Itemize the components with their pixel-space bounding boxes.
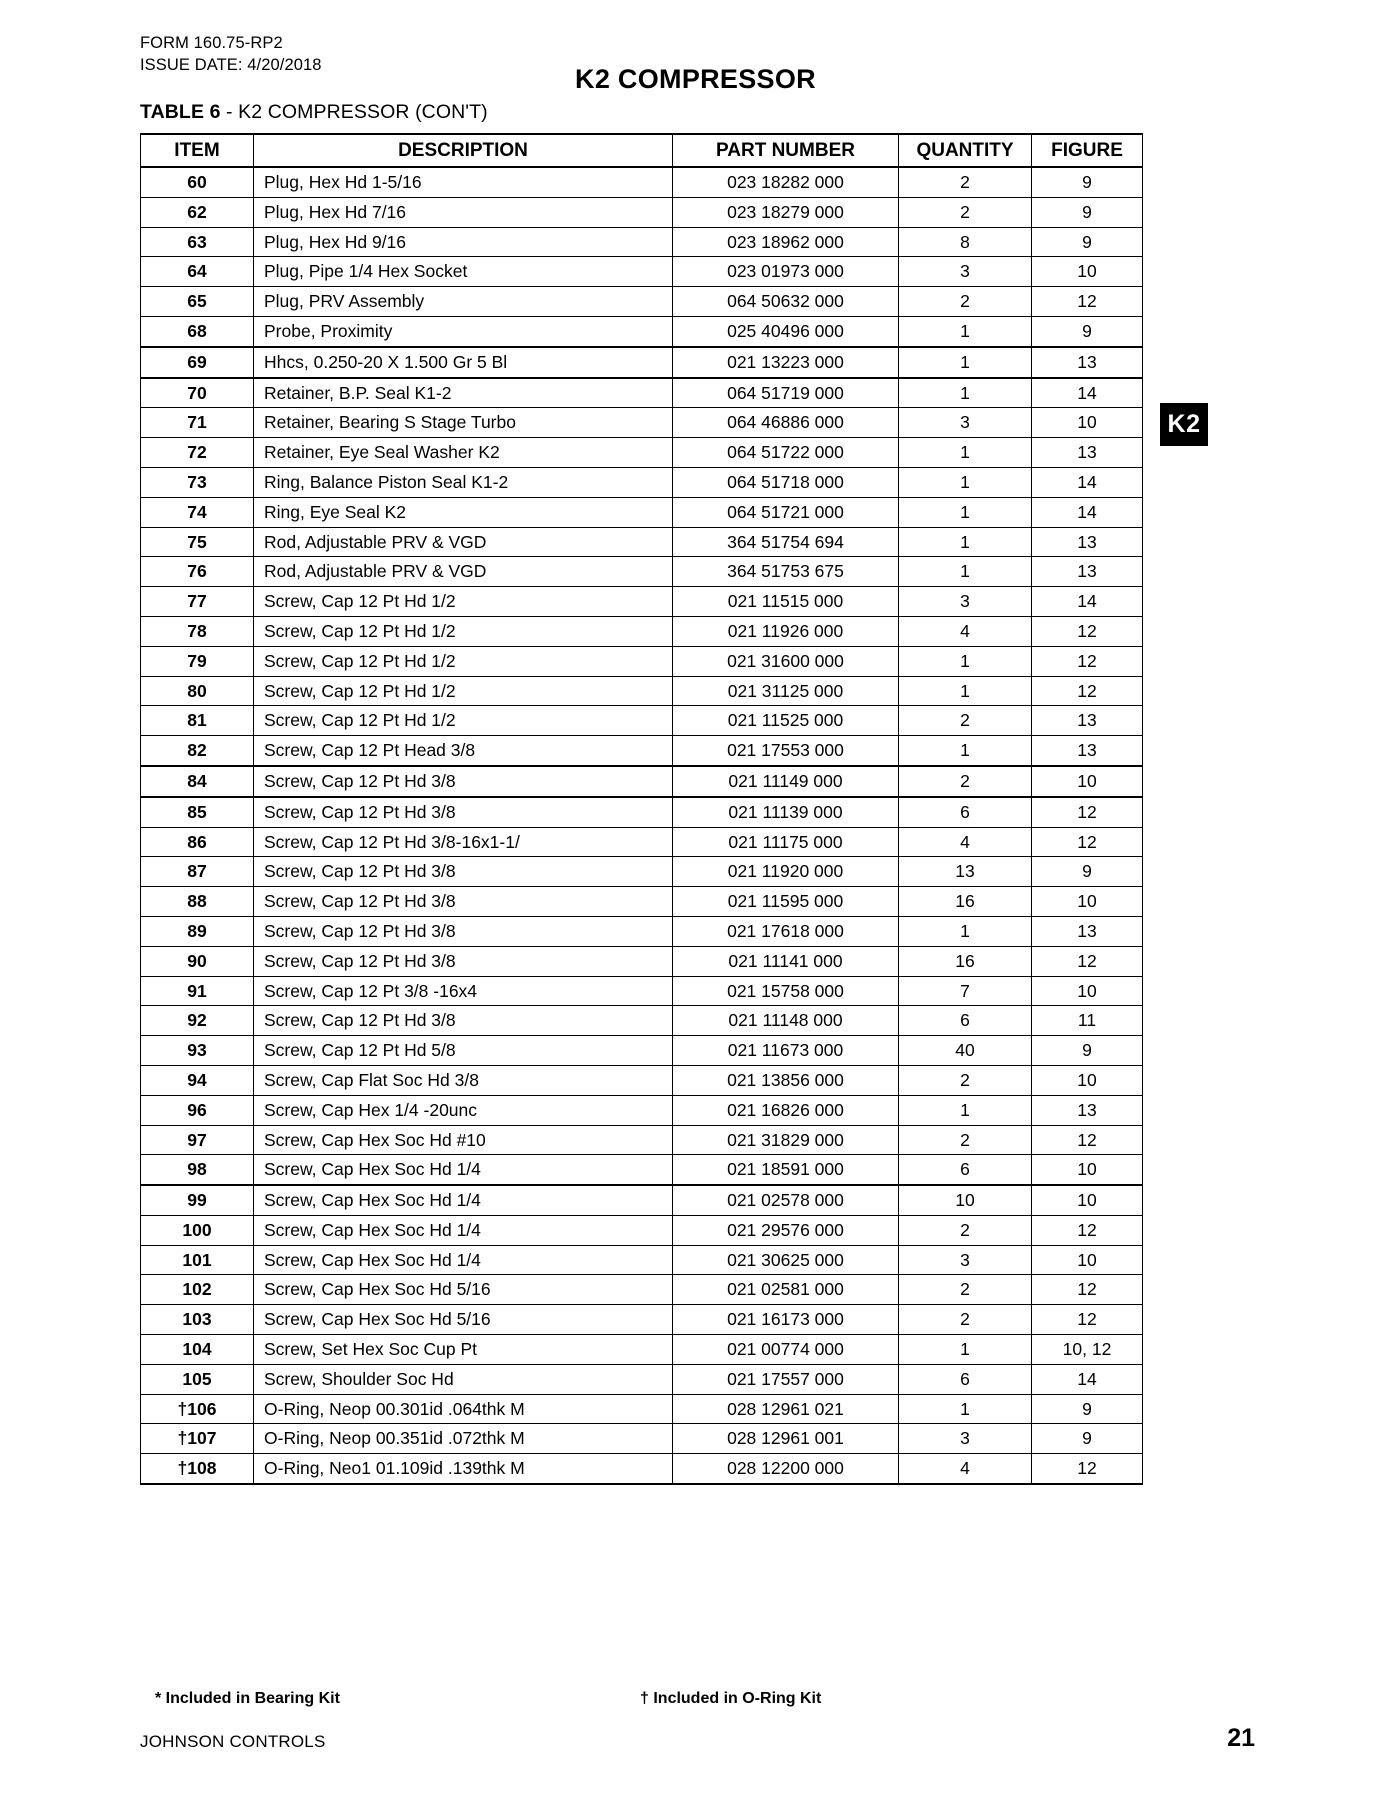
column-header-quantity: QUANTITY xyxy=(899,134,1032,167)
table-row xyxy=(141,1424,1143,1454)
cell-part-number: 021 30625 000 xyxy=(673,1245,899,1275)
cell-description: Screw, Shoulder Soc Hd xyxy=(254,1364,673,1394)
cell-part-number: 021 13856 000 xyxy=(673,1065,899,1095)
cell-description: Plug, Hex Hd 9/16 xyxy=(254,227,673,257)
cell-description: Screw, Cap 12 Pt Head 3/8 xyxy=(254,736,673,766)
cell-figure: 9 xyxy=(1032,1424,1143,1454)
table-row xyxy=(141,797,1143,827)
cell-figure: 12 xyxy=(1032,1275,1143,1305)
table-row xyxy=(141,467,1143,497)
table-row xyxy=(141,227,1143,257)
table-row xyxy=(141,438,1143,468)
cell-part-number: 021 17618 000 xyxy=(673,916,899,946)
column-header-description: DESCRIPTION xyxy=(254,134,673,167)
cell-figure: 9 xyxy=(1032,167,1143,197)
table-row xyxy=(141,857,1143,887)
cell-part-number: 021 00774 000 xyxy=(673,1335,899,1365)
cell-part-number: 064 51718 000 xyxy=(673,467,899,497)
cell-quantity: 16 xyxy=(899,946,1032,976)
cell-item: †106 xyxy=(141,1394,254,1424)
cell-item: 68 xyxy=(141,316,254,346)
cell-item: 72 xyxy=(141,438,254,468)
table-row xyxy=(141,1095,1143,1125)
table-row xyxy=(141,1215,1143,1245)
cell-item: 79 xyxy=(141,646,254,676)
cell-figure: 9 xyxy=(1032,197,1143,227)
cell-item: 89 xyxy=(141,916,254,946)
cell-part-number: 021 11515 000 xyxy=(673,587,899,617)
table-row xyxy=(141,1006,1143,1036)
cell-item: 77 xyxy=(141,587,254,617)
cell-item: 99 xyxy=(141,1185,254,1215)
table-caption-text: - K2 COMPRESSOR (CON'T) xyxy=(220,101,488,123)
cell-description: Screw, Cap 12 Pt Hd 3/8 xyxy=(254,797,673,827)
cell-figure: 12 xyxy=(1032,646,1143,676)
cell-figure: 10 xyxy=(1032,887,1143,917)
cell-quantity: 13 xyxy=(899,857,1032,887)
table-row xyxy=(141,408,1143,438)
cell-figure: 9 xyxy=(1032,857,1143,887)
cell-quantity: 10 xyxy=(899,1185,1032,1215)
table-row xyxy=(141,257,1143,287)
cell-quantity: 1 xyxy=(899,467,1032,497)
cell-description: Rod, Adjustable PRV & VGD xyxy=(254,527,673,557)
table-row xyxy=(141,1454,1143,1484)
table-row xyxy=(141,1364,1143,1394)
cell-figure: 12 xyxy=(1032,1125,1143,1155)
cell-description: Retainer, Eye Seal Washer K2 xyxy=(254,438,673,468)
cell-figure: 10 xyxy=(1032,766,1143,797)
cell-item: 80 xyxy=(141,676,254,706)
table-row xyxy=(141,736,1143,766)
cell-quantity: 16 xyxy=(899,887,1032,917)
cell-description: O-Ring, Neo1 01.109id .139thk M xyxy=(254,1454,673,1484)
cell-figure: 9 xyxy=(1032,1036,1143,1066)
cell-description: O-Ring, Neop 00.301id .064thk M xyxy=(254,1394,673,1424)
table-row xyxy=(141,316,1143,346)
table-row xyxy=(141,916,1143,946)
cell-part-number: 028 12200 000 xyxy=(673,1454,899,1484)
table-row xyxy=(141,1036,1143,1066)
cell-part-number: 023 18282 000 xyxy=(673,167,899,197)
cell-quantity: 1 xyxy=(899,1394,1032,1424)
cell-part-number: 064 51721 000 xyxy=(673,497,899,527)
table-row xyxy=(141,616,1143,646)
cell-description: Screw, Cap 12 Pt Hd 3/8 xyxy=(254,887,673,917)
cell-figure: 12 xyxy=(1032,797,1143,827)
cell-description: Ring, Eye Seal K2 xyxy=(254,497,673,527)
cell-figure: 9 xyxy=(1032,227,1143,257)
cell-figure: 13 xyxy=(1032,736,1143,766)
cell-quantity: 3 xyxy=(899,1245,1032,1275)
cell-description: Screw, Set Hex Soc Cup Pt xyxy=(254,1335,673,1365)
table-row xyxy=(141,946,1143,976)
cell-description: Rod, Adjustable PRV & VGD xyxy=(254,557,673,587)
cell-quantity: 2 xyxy=(899,1215,1032,1245)
cell-description: Screw, Cap 12 Pt 3/8 -16x4 xyxy=(254,976,673,1006)
cell-figure: 12 xyxy=(1032,287,1143,317)
cell-part-number: 021 18591 000 xyxy=(673,1155,899,1185)
table-row xyxy=(141,1185,1143,1215)
table-row xyxy=(141,287,1143,317)
cell-item: 92 xyxy=(141,1006,254,1036)
cell-figure: 11 xyxy=(1032,1006,1143,1036)
cell-part-number: 021 02578 000 xyxy=(673,1185,899,1215)
cell-description: Screw, Cap Hex Soc Hd 5/16 xyxy=(254,1275,673,1305)
table-caption xyxy=(140,101,488,124)
cell-figure: 14 xyxy=(1032,587,1143,617)
document-title: K2 COMPRESSOR xyxy=(575,64,816,94)
cell-description: Screw, Cap Hex Soc Hd 5/16 xyxy=(254,1305,673,1335)
table-row xyxy=(141,676,1143,706)
cell-quantity: 2 xyxy=(899,1125,1032,1155)
table-header-row xyxy=(141,134,1143,167)
cell-part-number: 021 11920 000 xyxy=(673,857,899,887)
cell-figure: 9 xyxy=(1032,1394,1143,1424)
cell-item: 70 xyxy=(141,378,254,408)
cell-description: Hhcs, 0.250-20 X 1.500 Gr 5 Bl xyxy=(254,347,673,378)
cell-quantity: 1 xyxy=(899,497,1032,527)
cell-quantity: 3 xyxy=(899,408,1032,438)
cell-part-number: 021 31829 000 xyxy=(673,1125,899,1155)
cell-item: †108 xyxy=(141,1454,254,1484)
cell-description: Screw, Cap 12 Pt Hd 3/8 xyxy=(254,766,673,797)
cell-item: 86 xyxy=(141,827,254,857)
cell-description: Screw, Cap Hex Soc Hd #10 xyxy=(254,1125,673,1155)
cell-description: Plug, Pipe 1/4 Hex Socket xyxy=(254,257,673,287)
cell-description: Screw, Cap 12 Pt Hd 1/2 xyxy=(254,646,673,676)
footer-company: JOHNSON CONTROLS xyxy=(140,1732,326,1751)
cell-part-number: 021 29576 000 xyxy=(673,1215,899,1245)
cell-quantity: 3 xyxy=(899,257,1032,287)
cell-quantity: 4 xyxy=(899,827,1032,857)
cell-figure: 10 xyxy=(1032,1065,1143,1095)
cell-quantity: 3 xyxy=(899,587,1032,617)
cell-item: 98 xyxy=(141,1155,254,1185)
cell-item: 65 xyxy=(141,287,254,317)
cell-figure: 14 xyxy=(1032,497,1143,527)
cell-item: 91 xyxy=(141,976,254,1006)
cell-quantity: 2 xyxy=(899,706,1032,736)
cell-quantity: 1 xyxy=(899,736,1032,766)
cell-part-number: 021 16173 000 xyxy=(673,1305,899,1335)
cell-quantity: 2 xyxy=(899,1065,1032,1095)
cell-figure: 12 xyxy=(1032,1215,1143,1245)
cell-quantity: 1 xyxy=(899,527,1032,557)
cell-item: 88 xyxy=(141,887,254,917)
issue-date: ISSUE DATE: 4/20/2018 xyxy=(140,56,322,74)
table-row xyxy=(141,976,1143,1006)
cell-figure: 9 xyxy=(1032,316,1143,346)
cell-figure: 14 xyxy=(1032,378,1143,408)
cell-part-number: 023 01973 000 xyxy=(673,257,899,287)
table-row xyxy=(141,1305,1143,1335)
cell-item: 64 xyxy=(141,257,254,287)
cell-figure: 13 xyxy=(1032,706,1143,736)
cell-quantity: 2 xyxy=(899,167,1032,197)
parts-table-container xyxy=(140,133,1142,1485)
cell-description: Plug, Hex Hd 7/16 xyxy=(254,197,673,227)
cell-part-number: 021 11149 000 xyxy=(673,766,899,797)
cell-part-number: 021 11525 000 xyxy=(673,706,899,736)
cell-description: Screw, Cap 12 Pt Hd 1/2 xyxy=(254,706,673,736)
cell-figure: 10 xyxy=(1032,1245,1143,1275)
cell-figure: 13 xyxy=(1032,347,1143,378)
cell-part-number: 021 02581 000 xyxy=(673,1275,899,1305)
table-row xyxy=(141,646,1143,676)
cell-description: Plug, PRV Assembly xyxy=(254,287,673,317)
table-row xyxy=(141,1065,1143,1095)
cell-item: 96 xyxy=(141,1095,254,1125)
cell-figure: 12 xyxy=(1032,1305,1143,1335)
cell-figure: 13 xyxy=(1032,1095,1143,1125)
cell-description: Retainer, Bearing S Stage Turbo xyxy=(254,408,673,438)
cell-description: Screw, Cap 12 Pt Hd 3/8 xyxy=(254,916,673,946)
cell-part-number: 364 51754 694 xyxy=(673,527,899,557)
table-row xyxy=(141,1245,1143,1275)
cell-item: 101 xyxy=(141,1245,254,1275)
cell-figure: 13 xyxy=(1032,557,1143,587)
cell-figure: 12 xyxy=(1032,946,1143,976)
table-row xyxy=(141,167,1143,197)
cell-quantity: 2 xyxy=(899,766,1032,797)
cell-description: Screw, Cap Hex Soc Hd 1/4 xyxy=(254,1185,673,1215)
cell-item: 90 xyxy=(141,946,254,976)
cell-quantity: 2 xyxy=(899,287,1032,317)
cell-figure: 12 xyxy=(1032,827,1143,857)
parts-table xyxy=(140,133,1143,1485)
cell-quantity: 1 xyxy=(899,557,1032,587)
cell-quantity: 1 xyxy=(899,646,1032,676)
cell-item: 62 xyxy=(141,197,254,227)
cell-description: Screw, Cap 12 Pt Hd 1/2 xyxy=(254,587,673,617)
cell-figure: 13 xyxy=(1032,527,1143,557)
cell-description: O-Ring, Neop 00.351id .072thk M xyxy=(254,1424,673,1454)
cell-figure: 10 xyxy=(1032,1185,1143,1215)
cell-part-number: 021 11139 000 xyxy=(673,797,899,827)
cell-item: 69 xyxy=(141,347,254,378)
table-row xyxy=(141,766,1143,797)
column-header-figure: FIGURE xyxy=(1032,134,1143,167)
cell-description: Screw, Cap Hex Soc Hd 1/4 xyxy=(254,1215,673,1245)
cell-figure: 12 xyxy=(1032,1454,1143,1484)
section-tab-label: K2 xyxy=(1167,410,1201,438)
cell-figure: 13 xyxy=(1032,916,1143,946)
cell-quantity: 40 xyxy=(899,1036,1032,1066)
cell-item: 60 xyxy=(141,167,254,197)
cell-figure: 14 xyxy=(1032,1364,1143,1394)
cell-description: Plug, Hex Hd 1-5/16 xyxy=(254,167,673,197)
cell-quantity: 7 xyxy=(899,976,1032,1006)
cell-description: Retainer, B.P. Seal K1-2 xyxy=(254,378,673,408)
cell-description: Screw, Cap 12 Pt Hd 5/8 xyxy=(254,1036,673,1066)
cell-item: 102 xyxy=(141,1275,254,1305)
cell-item: 81 xyxy=(141,706,254,736)
parts-table-body xyxy=(141,167,1143,1484)
cell-quantity: 8 xyxy=(899,227,1032,257)
cell-item: 71 xyxy=(141,408,254,438)
cell-item: 93 xyxy=(141,1036,254,1066)
cell-part-number: 021 16826 000 xyxy=(673,1095,899,1125)
cell-quantity: 1 xyxy=(899,347,1032,378)
cell-part-number: 021 11595 000 xyxy=(673,887,899,917)
cell-quantity: 2 xyxy=(899,1275,1032,1305)
cell-part-number: 021 31600 000 xyxy=(673,646,899,676)
cell-part-number: 021 31125 000 xyxy=(673,676,899,706)
cell-description: Probe, Proximity xyxy=(254,316,673,346)
cell-description: Screw, Cap 12 Pt Hd 3/8 xyxy=(254,857,673,887)
cell-figure: 10, 12 xyxy=(1032,1335,1143,1365)
cell-description: Screw, Cap 12 Pt Hd 1/2 xyxy=(254,676,673,706)
footer-page-number: 21 xyxy=(1227,1724,1255,1752)
table-row xyxy=(141,587,1143,617)
table-row xyxy=(141,706,1143,736)
section-tab-k2 xyxy=(1160,403,1208,446)
table-row xyxy=(141,378,1143,408)
table-row xyxy=(141,1125,1143,1155)
cell-description: Ring, Balance Piston Seal K1-2 xyxy=(254,467,673,497)
cell-item: 82 xyxy=(141,736,254,766)
cell-part-number: 064 51722 000 xyxy=(673,438,899,468)
table-row xyxy=(141,1275,1143,1305)
cell-item: 78 xyxy=(141,616,254,646)
column-header-part-number: PART NUMBER xyxy=(673,134,899,167)
cell-quantity: 4 xyxy=(899,616,1032,646)
cell-figure: 10 xyxy=(1032,257,1143,287)
cell-part-number: 028 12961 001 xyxy=(673,1424,899,1454)
table-row xyxy=(141,527,1143,557)
cell-item: 87 xyxy=(141,857,254,887)
cell-part-number: 064 50632 000 xyxy=(673,287,899,317)
cell-figure: 12 xyxy=(1032,676,1143,706)
cell-figure: 13 xyxy=(1032,438,1143,468)
cell-item: 104 xyxy=(141,1335,254,1365)
table-row xyxy=(141,1394,1143,1424)
cell-item: 76 xyxy=(141,557,254,587)
cell-quantity: 1 xyxy=(899,378,1032,408)
cell-figure: 10 xyxy=(1032,408,1143,438)
cell-item: †107 xyxy=(141,1424,254,1454)
cell-description: Screw, Cap 12 Pt Hd 3/8 xyxy=(254,1006,673,1036)
table-row xyxy=(141,347,1143,378)
cell-description: Screw, Cap Flat Soc Hd 3/8 xyxy=(254,1065,673,1095)
cell-quantity: 1 xyxy=(899,676,1032,706)
cell-part-number: 021 11926 000 xyxy=(673,616,899,646)
cell-part-number: 023 18962 000 xyxy=(673,227,899,257)
table-row xyxy=(141,1335,1143,1365)
cell-quantity: 1 xyxy=(899,316,1032,346)
cell-description: Screw, Cap 12 Pt Hd 1/2 xyxy=(254,616,673,646)
cell-item: 75 xyxy=(141,527,254,557)
cell-quantity: 3 xyxy=(899,1424,1032,1454)
cell-item: 63 xyxy=(141,227,254,257)
table-row xyxy=(141,887,1143,917)
cell-part-number: 064 46886 000 xyxy=(673,408,899,438)
form-number: FORM 160.75-RP2 xyxy=(140,34,283,52)
cell-part-number: 021 17553 000 xyxy=(673,736,899,766)
cell-part-number: 021 13223 000 xyxy=(673,347,899,378)
cell-quantity: 1 xyxy=(899,1095,1032,1125)
cell-quantity: 1 xyxy=(899,438,1032,468)
cell-description: Screw, Cap 12 Pt Hd 3/8 xyxy=(254,946,673,976)
cell-quantity: 6 xyxy=(899,1364,1032,1394)
cell-figure: 14 xyxy=(1032,467,1143,497)
cell-description: Screw, Cap Hex Soc Hd 1/4 xyxy=(254,1245,673,1275)
cell-description: Screw, Cap 12 Pt Hd 3/8-16x1-1/ xyxy=(254,827,673,857)
cell-part-number: 021 17557 000 xyxy=(673,1364,899,1394)
cell-quantity: 1 xyxy=(899,916,1032,946)
table-row xyxy=(141,827,1143,857)
cell-item: 103 xyxy=(141,1305,254,1335)
cell-quantity: 6 xyxy=(899,1006,1032,1036)
cell-item: 84 xyxy=(141,766,254,797)
cell-item: 105 xyxy=(141,1364,254,1394)
cell-part-number: 364 51753 675 xyxy=(673,557,899,587)
cell-item: 100 xyxy=(141,1215,254,1245)
cell-figure: 12 xyxy=(1032,616,1143,646)
cell-figure: 10 xyxy=(1032,976,1143,1006)
cell-item: 73 xyxy=(141,467,254,497)
bearing-kit-note: * Included in Bearing Kit xyxy=(155,1690,340,1707)
cell-item: 94 xyxy=(141,1065,254,1095)
cell-part-number: 021 11148 000 xyxy=(673,1006,899,1036)
cell-part-number: 064 51719 000 xyxy=(673,378,899,408)
cell-part-number: 023 18279 000 xyxy=(673,197,899,227)
cell-item: 74 xyxy=(141,497,254,527)
oring-kit-note: † Included in O-Ring Kit xyxy=(640,1690,822,1707)
cell-quantity: 6 xyxy=(899,1155,1032,1185)
kit-notes xyxy=(140,1690,1142,1710)
cell-quantity: 1 xyxy=(899,1335,1032,1365)
cell-description: Screw, Cap Hex 1/4 -20unc xyxy=(254,1095,673,1125)
cell-item: 85 xyxy=(141,797,254,827)
cell-part-number: 025 40496 000 xyxy=(673,316,899,346)
cell-part-number: 021 15758 000 xyxy=(673,976,899,1006)
cell-figure: 10 xyxy=(1032,1155,1143,1185)
cell-quantity: 2 xyxy=(899,1305,1032,1335)
cell-item: 97 xyxy=(141,1125,254,1155)
cell-quantity: 6 xyxy=(899,797,1032,827)
cell-quantity: 2 xyxy=(899,197,1032,227)
cell-description: Screw, Cap Hex Soc Hd 1/4 xyxy=(254,1155,673,1185)
table-row xyxy=(141,1155,1143,1185)
table-row xyxy=(141,497,1143,527)
table-caption-label: TABLE 6 xyxy=(140,101,221,123)
table-row xyxy=(141,197,1143,227)
table-row xyxy=(141,557,1143,587)
cell-part-number: 021 11673 000 xyxy=(673,1036,899,1066)
cell-part-number: 021 11141 000 xyxy=(673,946,899,976)
column-header-item: ITEM xyxy=(141,134,254,167)
cell-part-number: 028 12961 021 xyxy=(673,1394,899,1424)
cell-quantity: 4 xyxy=(899,1454,1032,1484)
cell-part-number: 021 11175 000 xyxy=(673,827,899,857)
